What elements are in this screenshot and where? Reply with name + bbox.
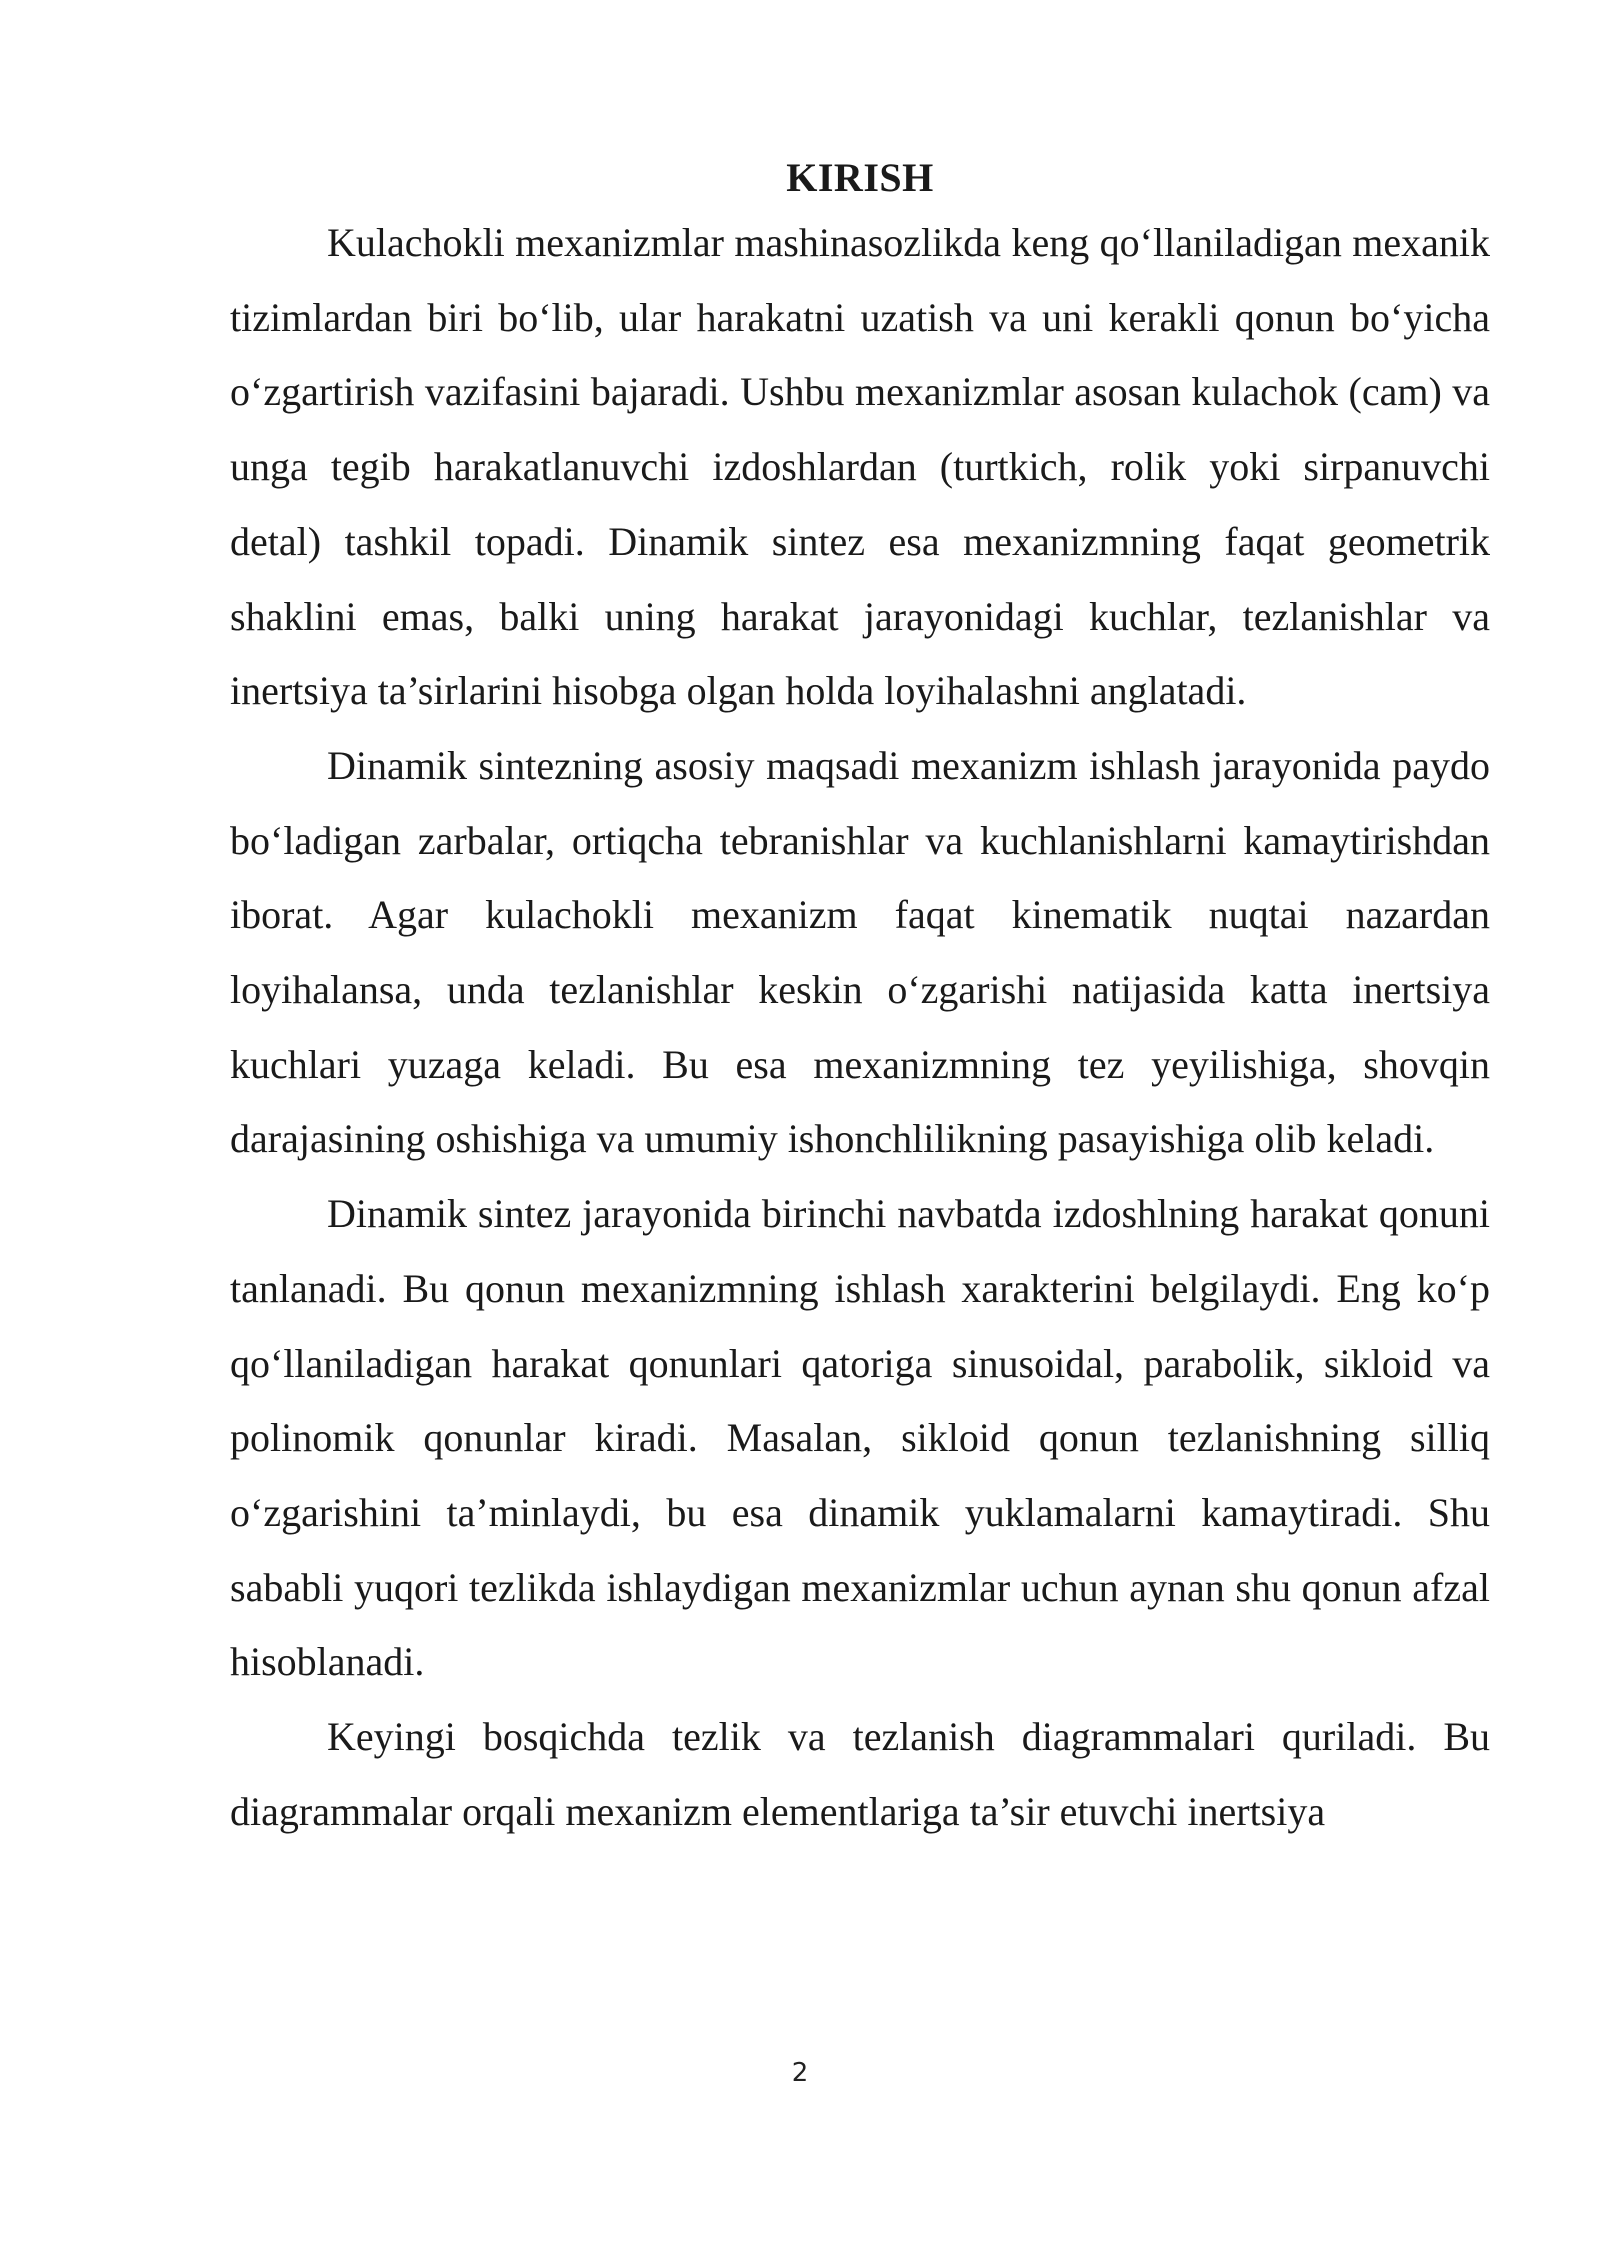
section-title: KIRISH	[786, 155, 934, 200]
paragraph-motion-law: Dinamik sintez jarayonida birinchi navbatda izdoshlning harakat qonuni tanlanadi. Bu qonun mexanizmning ishlash xarakterini belgilaydi. Eng ko‘p qo‘llaniladigan harakat qonunlari qatoriga sinusoidal, parabolik, sikloid va polinomik qonunlar kiradi. Masalan, sikloid qonun tezlanishning silliq o‘zgarishini ta’minlaydi, bu esa dinamik yuklamalarni kamaytiradi. Shu sababli yuqori tezlikda ishlaydigan mexanizmlar uchun aynan shu qonun afzal hisoblanadi.	[230, 1191, 1490, 1685]
page-number: 2	[791, 2058, 809, 2088]
paragraph-purpose: Dinamik sintezning asosiy maqsadi mexanizm ishlash jarayonida paydo bo‘ladigan zarbalar, ortiqcha tebranishlar va kuchlanishlarni kamaytirishdan iborat. Agar kulachokli mexanizm faqat kinematik nuqtai nazardan loyihalansa, unda tezlanishlar keskin o‘zgarishi natijasida katta inertsiya kuchlari yuzaga keladi. Bu esa mexanizmning tez yeyilishiga, shovqin darajasining oshishiga va umumiy ishonchlilikning pasayishiga olib keladi.	[230, 742, 1490, 1162]
paragraph-diagrams: Keyingi bosqichda tezlik va tezlanish diagrammalari quriladi. Bu diagrammalar orqali mexanizm elementlariga ta’sir etuvchi inertsiya	[230, 1714, 1490, 1834]
page-content	[230, 150, 1490, 1849]
paragraph-intro: Kulachokli mexanizmlar mashinasozlikda keng qo‘llaniladigan mexanik tizimlardan biri bo‘lib, ular harakatni uzatish va uni kerakli qonun bo‘yicha o‘zgartirish vazifasini bajaradi. Ushbu mexanizmlar asosan kulachok (cam) va unga tegib harakatlanuvchi izdoshlardan (turtkich, rolik yoki sirpanuvchi detal) tashkil topadi. Dinamik sintez esa mexanizmning faqat geometrik shaklini emas, balki uning harakat jarayonidagi kuchlar, tezlanishlar va inertsiya ta’sirlarini hisobga olgan holda loyihalashni anglatadi.	[230, 220, 1490, 714]
